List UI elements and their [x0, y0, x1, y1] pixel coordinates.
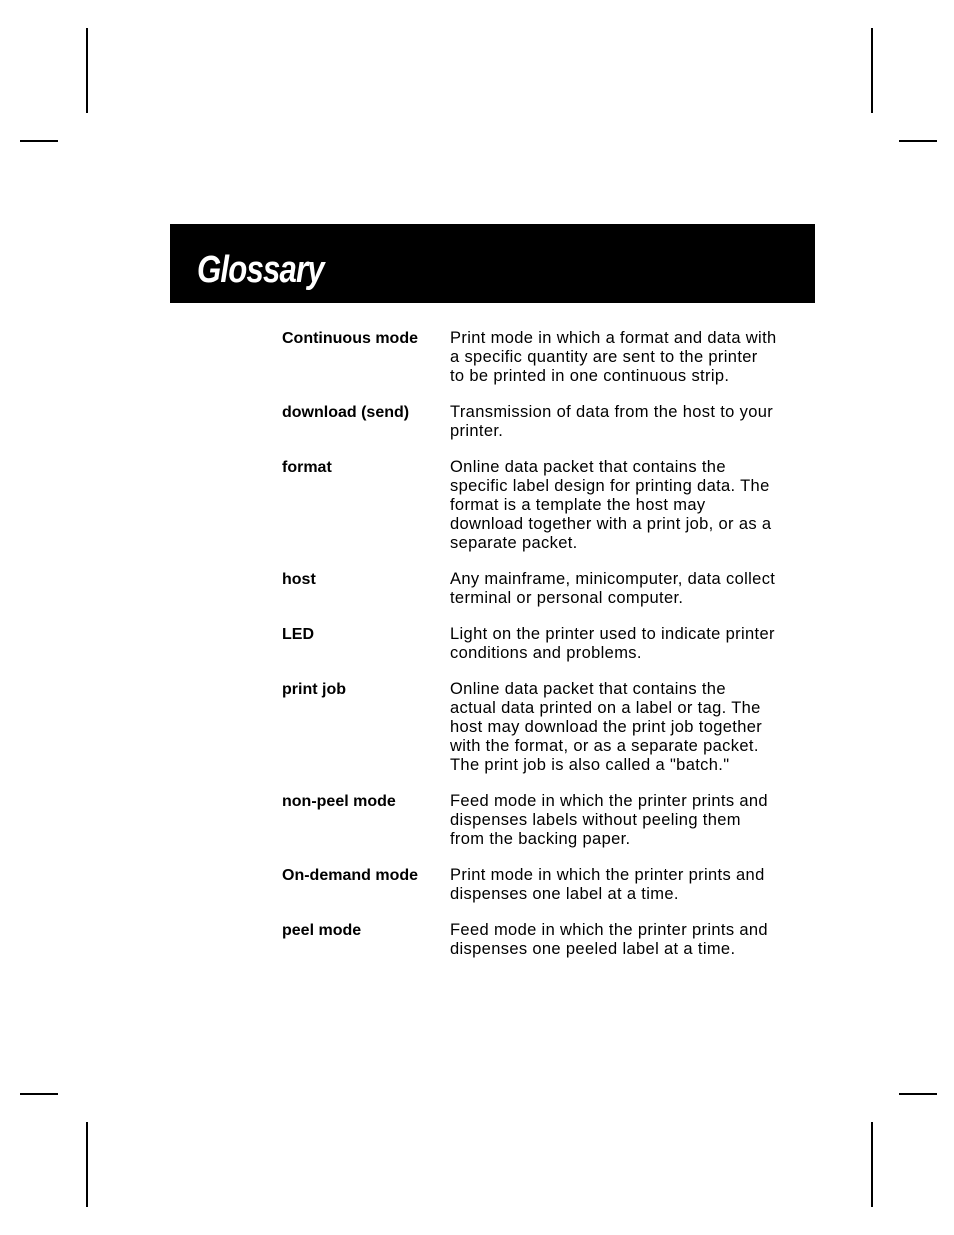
- glossary-definition: Light on the printer used to indicate printer conditions and problems.: [450, 625, 775, 662]
- title-banner: [170, 224, 815, 303]
- glossary-definition: Print mode in which the printer prints and dispenses one label at a time.: [450, 866, 765, 903]
- crop-mark-top-right-horizontal: [899, 140, 937, 142]
- glossary-term: Continuous mode: [282, 330, 418, 347]
- crop-mark-bottom-left-horizontal: [20, 1093, 58, 1095]
- page-title: Glossary: [197, 249, 324, 291]
- crop-mark-bottom-right-horizontal: [899, 1093, 937, 1095]
- crop-mark-top-left-vertical: [86, 28, 88, 113]
- glossary-definition: Feed mode in which the printer prints and dispenses one peeled label at a time.: [450, 921, 768, 958]
- glossary-definition: Transmission of data from the host to your printer.: [450, 403, 774, 440]
- glossary-term: On-demand mode: [282, 867, 419, 884]
- glossary-definition: Online data packet that contains the specific label design for printing data. The format is a template the host may download together with a print job, or as a separate packet.: [450, 458, 772, 552]
- glossary-entry: [282, 921, 822, 959]
- glossary-term: LED: [282, 626, 314, 643]
- crop-mark-top-left-horizontal: [20, 140, 58, 142]
- glossary-entry: [282, 329, 822, 386]
- glossary-entry: [282, 625, 822, 663]
- crop-mark-bottom-left-vertical: [86, 1122, 88, 1207]
- glossary-entry: [282, 570, 822, 608]
- glossary-entry: [282, 866, 822, 904]
- glossary-entry: [282, 403, 822, 441]
- glossary-term: non-peel mode: [282, 793, 396, 810]
- glossary-entry: [282, 792, 822, 849]
- glossary-term: format: [282, 459, 332, 476]
- glossary-entry: [282, 680, 822, 775]
- glossary-term: download (send): [282, 404, 410, 421]
- glossary-definition: Online data packet that contains the actual data printed on a label or tag. The host may download the print job together with the format, or as a separate packet. The print job is also called a "batch.": [450, 680, 763, 774]
- glossary-entry: [282, 458, 822, 553]
- glossary-term: host: [282, 571, 316, 588]
- crop-mark-top-right-vertical: [871, 28, 873, 113]
- glossary-definition: Print mode in which a format and data with a specific quantity are sent to the printer to be printed in one continuous strip.: [450, 329, 777, 385]
- glossary-term: peel mode: [282, 922, 362, 939]
- glossary-list: [282, 329, 822, 976]
- glossary-definition: Feed mode in which the printer prints and dispenses labels without peeling them from the backing paper.: [450, 792, 768, 848]
- crop-mark-bottom-right-vertical: [871, 1122, 873, 1207]
- glossary-definition: Any mainframe, minicomputer, data collect terminal or personal computer.: [450, 570, 776, 607]
- glossary-term: print job: [282, 681, 346, 698]
